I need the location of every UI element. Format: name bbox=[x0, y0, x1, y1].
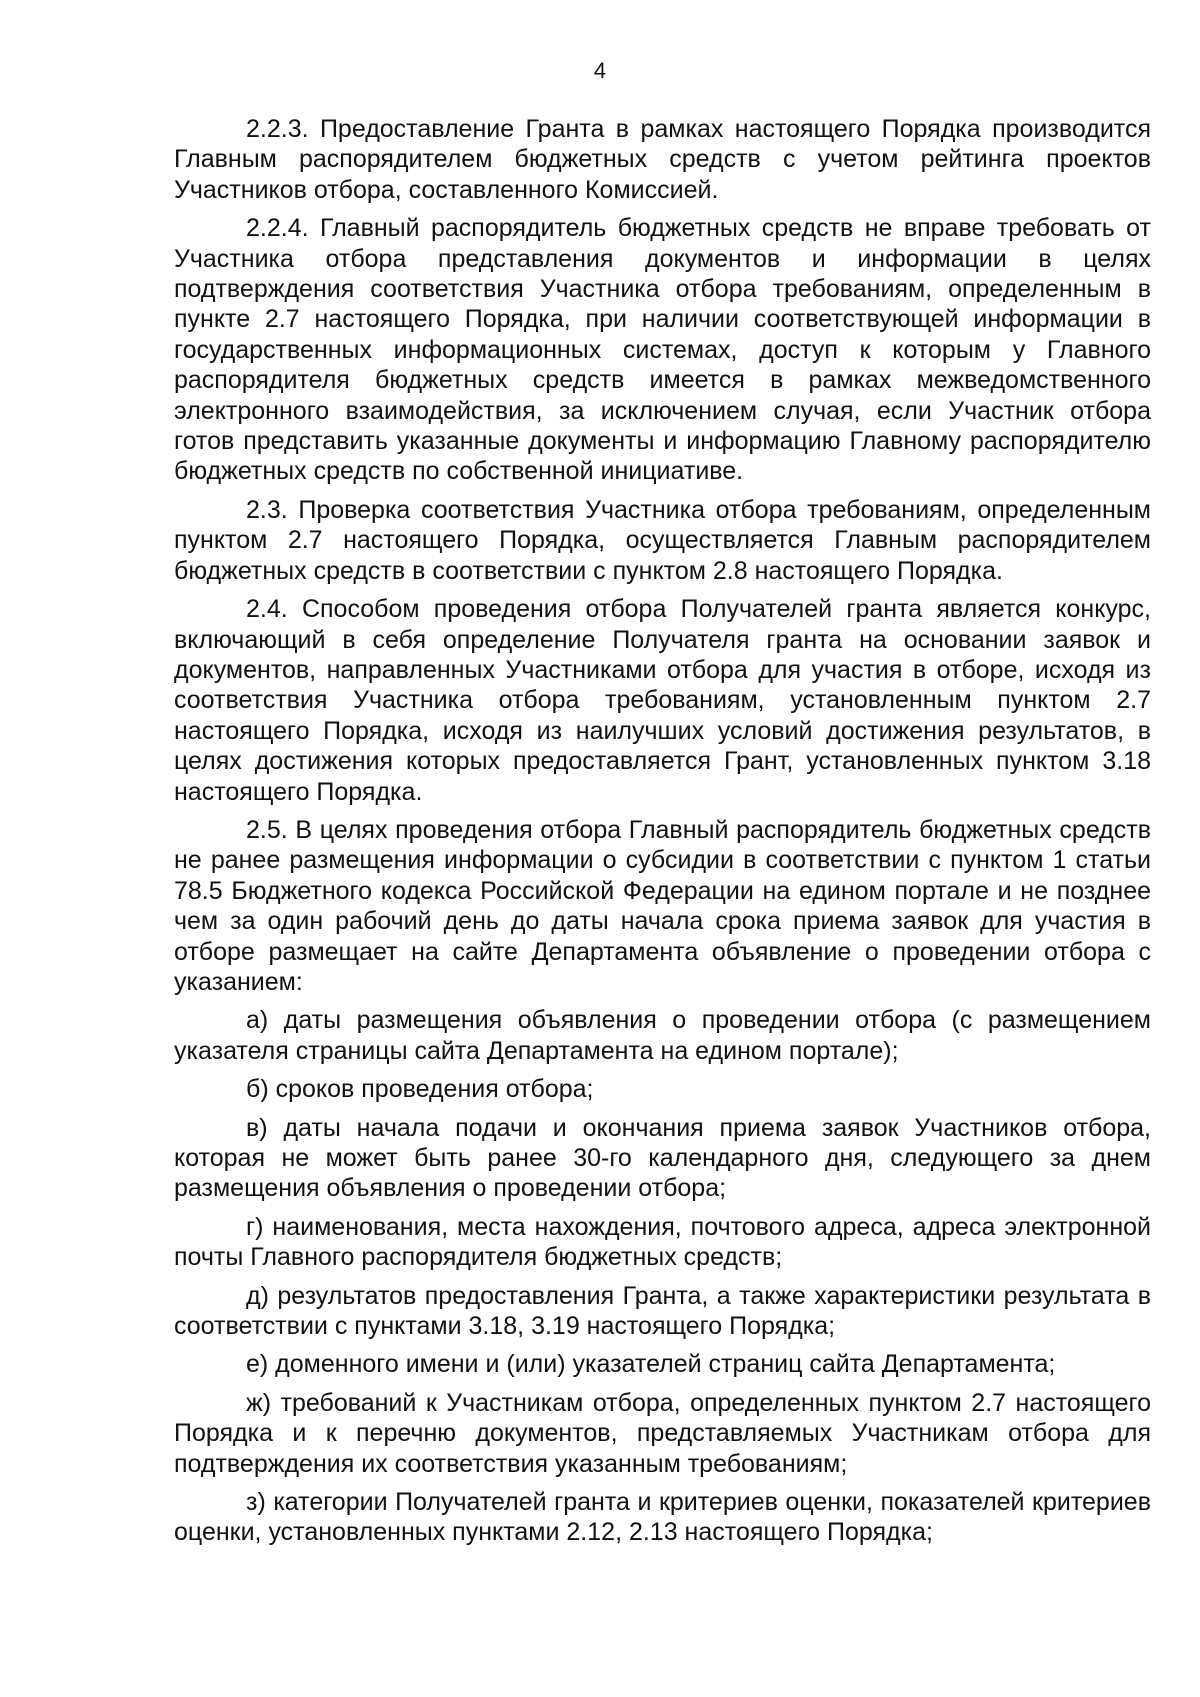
document-body bbox=[174, 114, 1151, 1556]
paragraph-2-2-4: 2.2.4. Главный распорядитель бюджетных средств не вправе требовать от Участника отбора представления документов и информации в целях подтверждения соответствия Участника отбора требованиям, определенным в пункте 2.7 настоящего Порядка, при наличии соответствующей информации в государственных информационных системах, доступ к которым у Главного распорядителя бюджетных средств имеется в рамках межведомственного электронного взаимодействия, за исключением случая, если Участник отбора готов представить указанные документы и информацию Главному распорядителю бюджетных средств по собственной инициативе. bbox=[174, 214, 1151, 486]
list-item-g: г) наименования, места нахождения, почтового адреса, адреса электронной почты Главного распорядителя бюджетных средств; bbox=[174, 1212, 1151, 1272]
paragraph-2-4: 2.4. Способом проведения отбора Получателей гранта является конкурс, включающий в себя определение Получателя гранта на основании заявок и документов, направленных Участниками отбора для участия в отборе, исходя из соответствия Участника отбора требованиям, установленным пунктом 2.7 настоящего Порядка, исходя из наилучших условий достижения результатов, в целях достижения которых предоставляется Грант, установленных пунктом 3.18 настоящего Порядка. bbox=[174, 595, 1151, 806]
paragraph-2-3: 2.3. Проверка соответствия Участника отбора требованиям, определенным пунктом 2.7 настоящего Порядка, осуществляется Главным распорядителем бюджетных средств в соответствии с пунктом 2.8 настоящего Порядка. bbox=[174, 495, 1151, 585]
paragraph-2-5: 2.5. В целях проведения отбора Главный распорядитель бюджетных средств не ранее размещения информации о субсидии в соответствии с пунктом 1 статьи 78.5 Бюджетного кодекса Российской Федерации на едином портале и не позднее чем за один рабочий день до даты начала срока приема заявок для участия в отборе размещает на сайте Департамента объявление о проведении отбора с указанием: bbox=[174, 815, 1151, 996]
list-item-zh: ж) требований к Участникам отбора, определенных пунктом 2.7 настоящего Порядка и к перечню документов, представляемых Участникам отбора для подтверждения их соответствия указанным требованиям; bbox=[174, 1388, 1151, 1478]
list-item-d: д) результатов предоставления Гранта, а также характеристики результата в соответствии с пунктами 3.18, 3.19 настоящего Порядка; bbox=[174, 1281, 1151, 1341]
page-number: 4 bbox=[593, 58, 607, 83]
paragraph-2-2-3: 2.2.3. Предоставление Гранта в рамках настоящего Порядка производится Главным распорядителем бюджетных средств с учетом рейтинга проектов Участников отбора, составленного Комиссией. bbox=[174, 115, 1151, 204]
list-item-z: з) категории Получателей гранта и критериев оценки, показателей критериев оценки, установленных пунктами 2.12, 2.13 настоящего Порядка; bbox=[174, 1488, 1151, 1547]
list-item-v: в) даты начала подачи и окончания приема заявок Участников отбора, которая не может быть ранее 30-го календарного дня, следующего за днем размещения объявления о проведении отбора; bbox=[174, 1113, 1151, 1203]
list-item-b: б) сроков проведения отбора; bbox=[246, 1075, 594, 1104]
list-item-e: е) доменного имени и (или) указателей страниц сайта Департамента; bbox=[246, 1350, 1056, 1379]
list-item-a: а) даты размещения объявления о проведении отбора (с размещением указателя страницы сайта Департамента на едином портале); bbox=[174, 1006, 1151, 1065]
